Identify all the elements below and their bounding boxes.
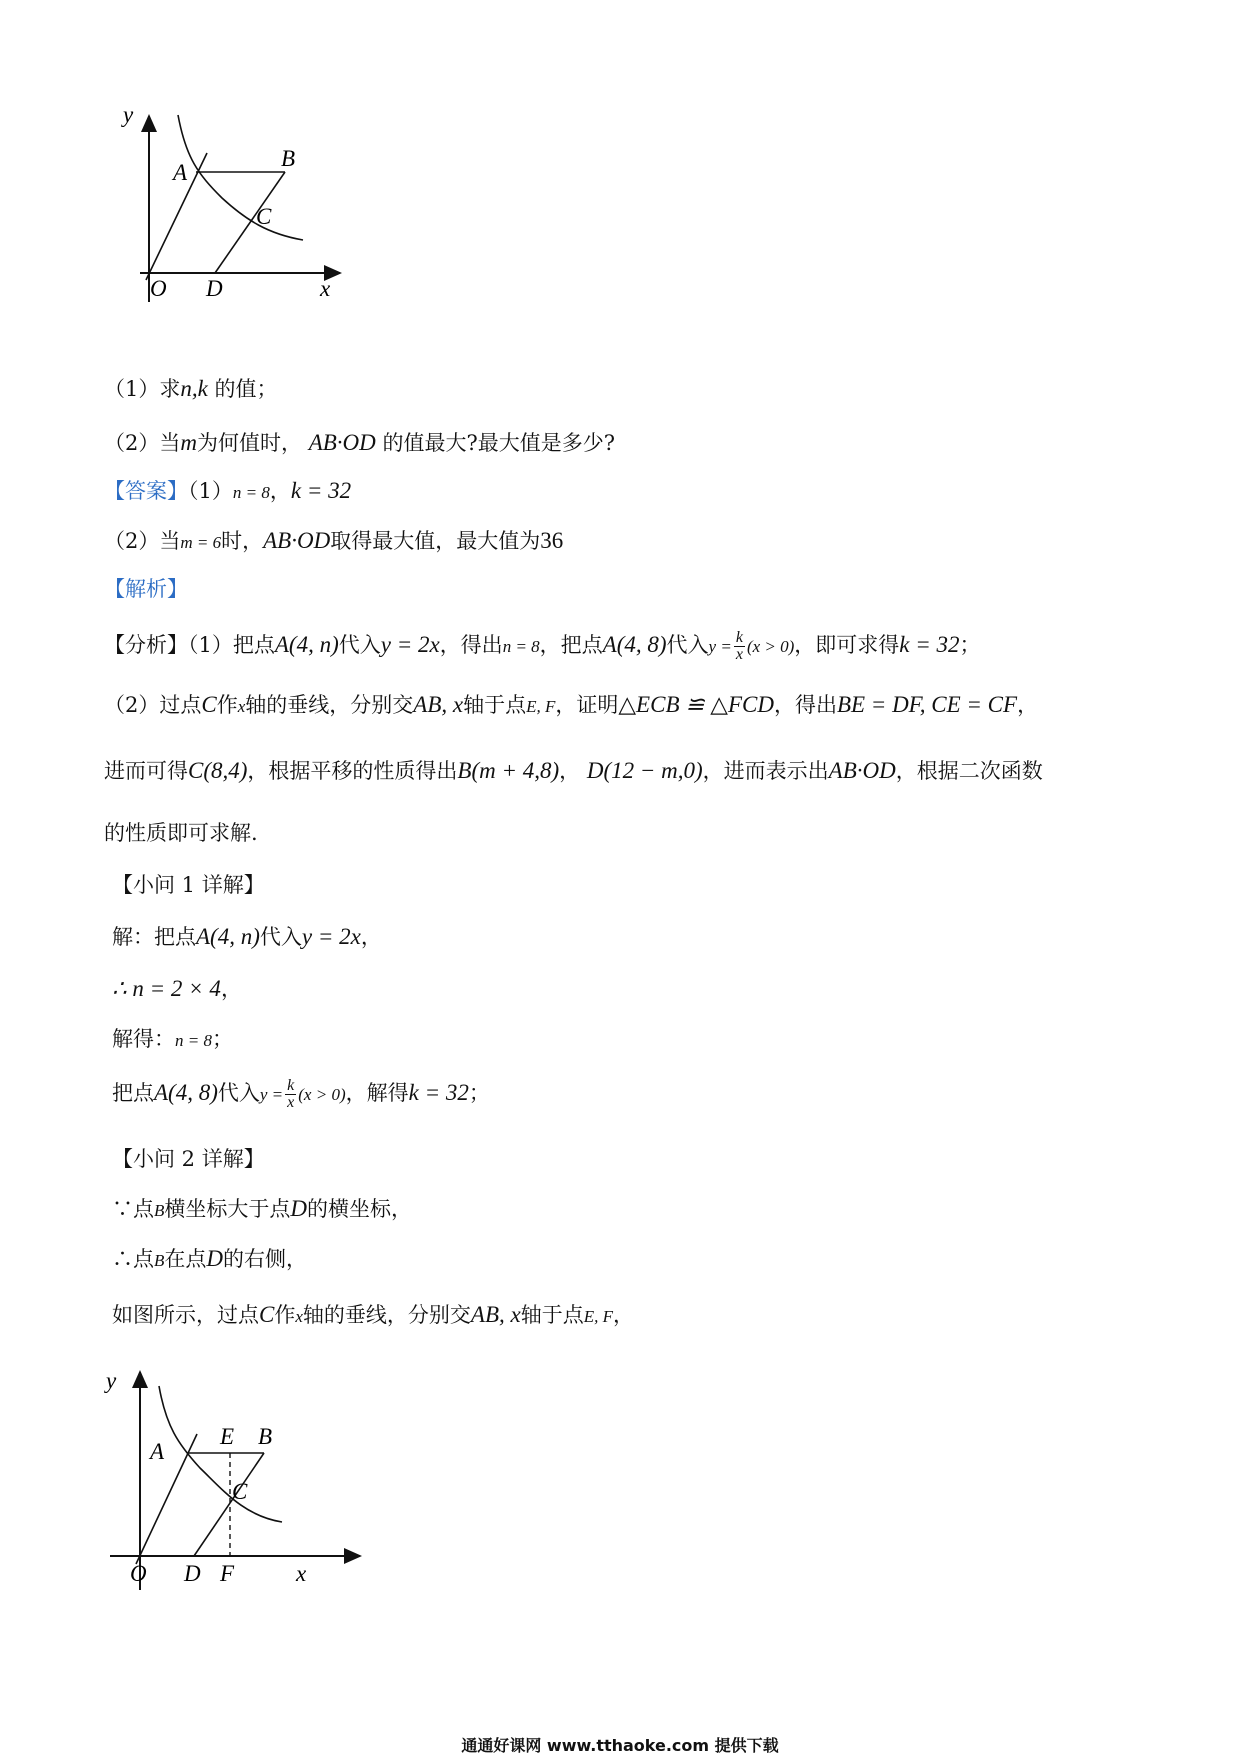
math-eq1: y = 2x — [380, 632, 440, 657]
label-F: F — [220, 1561, 235, 1586]
label-y: y — [106, 1368, 117, 1393]
text: 在点 — [164, 1247, 207, 1271]
math-C: C — [259, 1302, 275, 1327]
label-x: x — [320, 276, 331, 301]
answer-expr: AB·OD — [263, 528, 331, 553]
footer-credit: 通通好课网 www.tthaoke.com 提供下载 — [461, 1736, 779, 1755]
math-A2: A(4, 8) — [602, 632, 667, 657]
math-EF: E, F — [583, 1307, 613, 1326]
math-D: D(12 − m,0) — [586, 758, 703, 783]
q1-number: （1） — [104, 377, 160, 401]
fraction-k-over-x — [734, 630, 745, 663]
math-C84: C(8,4) — [188, 758, 248, 783]
label-x: x — [296, 1561, 307, 1586]
math-k32: k = 32 — [899, 632, 960, 657]
label-C: C — [256, 204, 272, 229]
math-B: B — [154, 1251, 165, 1270]
line-BD — [215, 172, 285, 273]
math-B: B(m + 4,8) — [457, 758, 560, 783]
text: ， — [220, 977, 242, 1001]
answer-m: m = 6 — [180, 533, 222, 552]
math-cond: (x > 0) — [298, 1085, 346, 1104]
answer-sep: ， — [269, 479, 291, 503]
text: ， — [360, 925, 382, 949]
math-congruence: △ECB ≌ △FCD — [618, 692, 774, 717]
figure-1 — [123, 102, 400, 340]
answer-tag: 【答案】 — [104, 479, 188, 503]
text: 轴的垂线，分别交 — [245, 693, 414, 717]
text: ，根据平移的性质得出 — [247, 759, 458, 783]
text: ，把点 — [539, 633, 603, 657]
sub2-line-3 — [112, 1300, 634, 1332]
label-D: D — [184, 1561, 201, 1586]
math-n8: n = 8 — [175, 1031, 212, 1050]
q2-text: 当 — [159, 431, 181, 455]
answer-k: k = 32 — [290, 478, 352, 503]
text: ， — [612, 1303, 634, 1327]
analysis-line-1 — [104, 630, 981, 663]
answer-part1-label: （1） — [188, 479, 233, 503]
sub2-line-2 — [112, 1244, 307, 1276]
answer-text: 时， — [221, 529, 264, 553]
text: 的右侧， — [223, 1247, 308, 1271]
text: 作 — [274, 1303, 296, 1327]
math-B: B — [154, 1201, 165, 1220]
q2-expr: AB·OD — [308, 430, 376, 455]
label-A: A — [150, 1439, 165, 1464]
math-ABx: AB, x — [413, 692, 464, 717]
math-ABx: AB, x — [470, 1302, 521, 1327]
text: ，得出 — [773, 693, 837, 717]
text: ； — [468, 1081, 490, 1105]
text: （1）把点 — [188, 633, 275, 657]
math-eq1: y = 2x — [301, 924, 361, 949]
label-y: y — [123, 102, 134, 127]
question-2 — [104, 428, 615, 458]
text: ，即可求得 — [794, 633, 900, 657]
fraction-k-over-x — [285, 1078, 296, 1111]
sub2-line-1 — [112, 1194, 412, 1226]
math-D: D — [290, 1196, 308, 1221]
q1-vars: n,k — [180, 376, 208, 401]
answer-line-2 — [104, 526, 563, 558]
line-BD — [194, 1453, 264, 1556]
math-C: C — [201, 692, 217, 717]
text: ∵点 — [112, 1197, 154, 1221]
text: （2）过点 — [104, 693, 202, 717]
text: 代入 — [217, 1081, 260, 1105]
text: ， — [559, 759, 581, 783]
q2-number: （2） — [104, 431, 160, 455]
text: 代入 — [259, 925, 302, 949]
label-O: O — [150, 276, 167, 301]
label-D: D — [206, 276, 223, 301]
text: 解得： — [112, 1027, 175, 1051]
q2-text-mid: 为何值时， — [197, 431, 302, 455]
math-equalities: BE = DF, CE = CF — [836, 692, 1018, 717]
frac-num: k — [287, 1077, 295, 1094]
text: ； — [211, 1027, 233, 1051]
text: ，解得 — [345, 1081, 409, 1105]
label-O: O — [130, 1561, 147, 1586]
label-B: B — [258, 1424, 273, 1449]
fenxi-tag: 【分析】 — [104, 633, 188, 657]
q1-text-end: 的值； — [207, 377, 278, 401]
answer-part2-label: （2）当 — [104, 529, 181, 553]
math-A1: A(4, n) — [274, 632, 339, 657]
math-n-calc: ∴ n = 2 × 4 — [112, 976, 221, 1001]
text: ， — [1017, 693, 1039, 717]
math-cond: (x > 0) — [746, 637, 795, 656]
figure-2 — [106, 1366, 370, 1596]
label-C: C — [232, 1479, 248, 1504]
text: ∴点 — [112, 1247, 154, 1271]
text: 代入 — [666, 633, 709, 657]
sub2-tag: 【小问 2 详解】 — [112, 1147, 265, 1171]
frac-num: k — [735, 629, 743, 646]
text: 进而可得 — [104, 759, 188, 783]
text: ，得出 — [439, 633, 503, 657]
q2-text-end: 的值最大?最大值是多少? — [375, 431, 615, 455]
math-y: y = — [708, 637, 732, 656]
math-A2: A(4, 8) — [154, 1080, 218, 1105]
text: ，证明 — [555, 693, 619, 717]
text: 轴于点 — [463, 693, 527, 717]
sub1-line-2 — [112, 974, 242, 1004]
text: 如图所示，过点 — [112, 1303, 259, 1327]
analysis-tag: 【解析】 — [104, 577, 188, 601]
label-B: B — [281, 146, 296, 171]
text: 解：把点 — [112, 925, 196, 949]
answer-line-1 — [104, 476, 351, 508]
text: 轴的垂线，分别交 — [302, 1303, 471, 1327]
math-n8: n = 8 — [502, 637, 540, 656]
answer-max: 36 — [540, 528, 564, 553]
text: 代入 — [338, 633, 381, 657]
analysis-line-4: 的性质即可求解. — [104, 821, 258, 845]
q1-text: 求 — [159, 377, 181, 401]
text: 把点 — [112, 1081, 154, 1105]
question-1 — [104, 374, 278, 404]
text: 作 — [216, 693, 238, 717]
text: 横坐标大于点 — [164, 1197, 291, 1221]
sub1-line-4 — [112, 1078, 490, 1111]
frac-den: x — [287, 1094, 295, 1111]
text: 的横坐标， — [307, 1197, 413, 1221]
math-D: D — [206, 1246, 224, 1271]
analysis-line-3 — [104, 756, 1043, 786]
analysis-line-2 — [104, 690, 1038, 722]
math-x: x — [295, 1307, 303, 1326]
text: ，根据二次函数 — [895, 759, 1043, 783]
label-A: A — [173, 160, 188, 185]
math-A1: A(4, n) — [196, 924, 260, 949]
hyperbola-curve — [178, 115, 303, 240]
answer-n: n = 8 — [232, 483, 270, 502]
frac-den: x — [735, 646, 743, 663]
label-E: E — [220, 1424, 235, 1449]
math-y: y = — [259, 1085, 284, 1104]
math-EF: E, F — [526, 697, 556, 716]
answer-text-2: 取得最大值，最大值为 — [330, 529, 541, 553]
math-k32: k = 32 — [408, 1080, 469, 1105]
sub1-line-3 — [112, 1024, 233, 1056]
text: ，进而表示出 — [702, 759, 829, 783]
sub1-tag: 【小问 1 详解】 — [112, 873, 265, 897]
math-expr: AB·OD — [828, 758, 896, 783]
line-OA — [136, 1434, 197, 1564]
q2-var-m: m — [180, 430, 197, 455]
math-x: x — [237, 697, 246, 716]
sub1-line-1 — [112, 922, 382, 952]
text: ； — [959, 633, 981, 657]
text: 轴于点 — [520, 1303, 584, 1327]
